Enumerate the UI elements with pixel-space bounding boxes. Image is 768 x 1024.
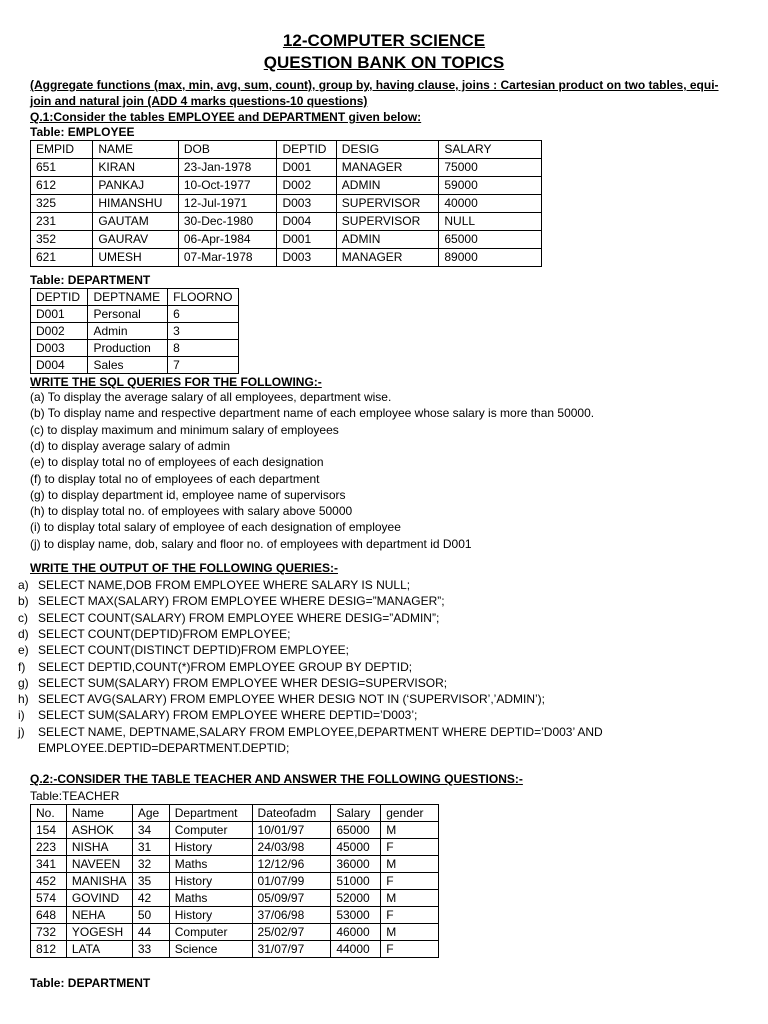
table-cell: Maths — [169, 890, 252, 907]
table-header-row — [31, 805, 439, 822]
table-row — [31, 357, 239, 374]
table-row — [31, 159, 542, 177]
department-table-2-caption: Table: DEPARTMENT — [30, 976, 151, 990]
table-cell: 51000 — [331, 873, 381, 890]
table-header-cell: SALARY — [439, 141, 542, 159]
employee-table-caption: Table: EMPLOYEE — [30, 125, 135, 139]
table-cell: 231 — [31, 213, 93, 231]
topics-line-1: (Aggregate functions (max, min, avg, sum, count), group by, having clause, joins : Cartesian product on two tables, equi- — [30, 78, 719, 92]
output-item-label: d) — [18, 626, 29, 641]
table-cell: F — [381, 907, 439, 924]
table-cell: SUPERVISOR — [336, 213, 439, 231]
table-cell: 44 — [132, 924, 169, 941]
table-row — [31, 941, 439, 958]
table-cell: ADMIN — [336, 231, 439, 249]
table-cell: History — [169, 873, 252, 890]
table-header-row — [31, 289, 239, 306]
output-item-label: c) — [18, 610, 28, 625]
table-cell: 3 — [168, 323, 239, 340]
table-header-cell: Dateofadm — [252, 805, 331, 822]
table-cell: 59000 — [439, 177, 542, 195]
table-cell: 325 — [31, 195, 93, 213]
sql-question-item: (d) to display average salary of admin — [30, 438, 231, 453]
table-cell: Sales — [88, 357, 168, 374]
output-item-label: i) — [18, 708, 25, 723]
table-cell: 12/12/96 — [252, 856, 331, 873]
table-cell: 10-Oct-1977 — [178, 177, 277, 195]
employee-table — [30, 140, 542, 267]
teacher-table — [30, 804, 439, 958]
table-header-cell: DEPTNAME — [88, 289, 168, 306]
table-cell: UMESH — [93, 249, 179, 267]
output-item-query: SELECT AVG(SALARY) FROM EMPLOYEE WHER DESIG NOT IN (‘SUPERVISOR’,’ADMIN’); — [38, 692, 545, 707]
table-cell: 341 — [31, 856, 67, 873]
q1-heading: Q.1:Consider the tables EMPLOYEE and DEPARTMENT given below: — [30, 110, 422, 124]
table-cell: 65000 — [331, 822, 381, 839]
table-row — [31, 340, 239, 357]
table-cell: 154 — [31, 822, 67, 839]
table-cell: NEHA — [66, 907, 132, 924]
table-cell: Admin — [88, 323, 168, 340]
table-header-cell: DOB — [178, 141, 277, 159]
output-item-label: f) — [18, 659, 26, 674]
table-cell: M — [381, 856, 439, 873]
table-row — [31, 306, 239, 323]
output-item-label: j) — [18, 724, 25, 739]
sql-question-item: (a) To display the average salary of all employees, department wise. — [30, 390, 392, 404]
table-cell: M — [381, 924, 439, 941]
table-cell: 7 — [168, 357, 239, 374]
table-cell: D003 — [31, 340, 88, 357]
table-row — [31, 213, 542, 231]
table-cell: 07-Mar-1978 — [178, 249, 277, 267]
table-cell: 812 — [31, 941, 67, 958]
table-cell: 621 — [31, 249, 93, 267]
output-item-label: a) — [18, 578, 29, 592]
table-cell: 25/02/97 — [252, 924, 331, 941]
table-cell: 223 — [31, 839, 67, 856]
output-item-query: SELECT COUNT(DISTINCT DEPTID)FROM EMPLOYEE; — [38, 643, 349, 658]
table-cell: D001 — [31, 306, 88, 323]
document-subtitle: QUESTION BANK ON TOPICS — [263, 53, 505, 72]
table-cell: F — [381, 839, 439, 856]
table-cell: 352 — [31, 231, 93, 249]
department-table-caption: Table: DEPARTMENT — [30, 273, 151, 287]
sql-question-item: (f) to display total no of employees of each department — [30, 471, 320, 486]
table-header-cell: Department — [169, 805, 252, 822]
table-header-cell: Salary — [331, 805, 381, 822]
output-item-query: SELECT DEPTID,COUNT(*)FROM EMPLOYEE GROUP BY DEPTID; — [38, 659, 413, 674]
table-cell: 612 — [31, 177, 93, 195]
output-heading: WRITE THE OUTPUT OF THE FOLLOWING QUERIES:- — [30, 561, 338, 575]
table-cell: HIMANSHU — [93, 195, 179, 213]
table-cell: 46000 — [331, 924, 381, 941]
output-item-query: SELECT COUNT(SALARY) FROM EMPLOYEE WHERE DESIG=”ADMIN”; — [38, 610, 440, 625]
table-cell: D001 — [277, 159, 336, 177]
sql-heading: WRITE THE SQL QUERIES FOR THE FOLLOWING:- — [30, 375, 322, 389]
table-cell: 36000 — [331, 856, 381, 873]
sql-question-item: (b) To display name and respective department name of each employee whose salary is more than 50000. — [30, 406, 595, 421]
teacher-table-caption: Table:TEACHER — [30, 789, 120, 803]
table-header-cell: NAME — [93, 141, 179, 159]
table-cell: GOVIND — [66, 890, 132, 907]
output-item-query: SELECT MAX(SALARY) FROM EMPLOYEE WHERE DESIG=”MANAGER”; — [38, 594, 445, 609]
table-cell: 12-Jul-1971 — [178, 195, 277, 213]
table-cell: GAUTAM — [93, 213, 179, 231]
table-cell: ADMIN — [336, 177, 439, 195]
table-row — [31, 323, 239, 340]
table-header-row — [31, 141, 542, 159]
table-cell: 01/07/99 — [252, 873, 331, 890]
table-cell: Maths — [169, 856, 252, 873]
table-header-cell: EMPID — [31, 141, 93, 159]
table-row — [31, 907, 439, 924]
table-cell: D003 — [277, 195, 336, 213]
table-cell: D001 — [277, 231, 336, 249]
table-header-cell: No. — [31, 805, 67, 822]
table-header-cell: DESIG — [336, 141, 439, 159]
table-header-cell: DEPTID — [277, 141, 336, 159]
table-cell: 37/06/98 — [252, 907, 331, 924]
table-cell: F — [381, 873, 439, 890]
output-item-query: SELECT NAME, DEPTNAME,SALARY FROM EMPLOYEE,DEPARTMENT WHERE DEPTID=’D003’ AND — [38, 724, 603, 739]
table-cell: 732 — [31, 924, 67, 941]
q2-heading: Q.2:-CONSIDER THE TABLE TEACHER AND ANSWER THE FOLLOWING QUESTIONS:- — [30, 772, 523, 786]
table-cell: NAVEEN — [66, 856, 132, 873]
table-row — [31, 822, 439, 839]
table-cell: 35 — [132, 873, 169, 890]
output-item-query: SELECT SUM(SALARY) FROM EMPLOYEE WHER DESIG=SUPERVISOR; — [38, 675, 448, 690]
table-cell: History — [169, 839, 252, 856]
table-cell: MANAGER — [336, 249, 439, 267]
document-title: 12-COMPUTER SCIENCE — [282, 31, 486, 50]
output-item-label: g) — [18, 675, 29, 690]
table-cell: YOGESH — [66, 924, 132, 941]
table-cell: 31 — [132, 839, 169, 856]
table-header-cell: DEPTID — [31, 289, 88, 306]
output-item-label: b) — [18, 594, 29, 609]
table-cell: 44000 — [331, 941, 381, 958]
table-cell: GAURAV — [93, 231, 179, 249]
table-cell: 32 — [132, 856, 169, 873]
sql-question-item: (i) to display total salary of employee of each designation of employee — [30, 520, 401, 535]
sql-question-item: (e) to display total no of employees of each designation — [30, 455, 324, 470]
sql-question-item: (h) to display total no. of employees with salary above 50000 — [30, 504, 353, 519]
table-header-cell: FLOORNO — [168, 289, 239, 306]
table-cell: Computer — [169, 924, 252, 941]
sql-question-item: (g) to display department id, employee name of supervisors — [30, 487, 346, 502]
table-cell: 50 — [132, 907, 169, 924]
table-row — [31, 195, 542, 213]
table-row — [31, 924, 439, 941]
table-cell: 10/01/97 — [252, 822, 331, 839]
table-row — [31, 856, 439, 873]
table-cell: 574 — [31, 890, 67, 907]
table-row — [31, 873, 439, 890]
table-cell: D004 — [277, 213, 336, 231]
table-cell: 40000 — [439, 195, 542, 213]
table-cell: 53000 — [331, 907, 381, 924]
sql-question-item: (j) to display name, dob, salary and floor no. of employees with department id D001 — [30, 536, 472, 551]
table-row — [31, 890, 439, 907]
table-cell: 42 — [132, 890, 169, 907]
table-cell: 6 — [168, 306, 239, 323]
table-cell: ASHOK — [66, 822, 132, 839]
table-row — [31, 231, 542, 249]
table-cell: D003 — [277, 249, 336, 267]
table-cell: History — [169, 907, 252, 924]
table-cell: NULL — [439, 213, 542, 231]
table-cell: 30-Dec-1980 — [178, 213, 277, 231]
table-cell: D002 — [277, 177, 336, 195]
sql-question-item: (c) to display maximum and minimum salary of employees — [30, 422, 339, 437]
table-row — [31, 839, 439, 856]
table-cell: SUPERVISOR — [336, 195, 439, 213]
output-item-query: SELECT NAME,DOB FROM EMPLOYEE WHERE SALARY IS NULL; — [38, 578, 411, 592]
table-cell: 52000 — [331, 890, 381, 907]
table-cell: D004 — [31, 357, 88, 374]
output-item-label: h) — [18, 692, 29, 707]
table-cell: 24/03/98 — [252, 839, 331, 856]
table-row — [31, 177, 542, 195]
table-cell: 8 — [168, 340, 239, 357]
table-cell: NISHA — [66, 839, 132, 856]
table-cell: 31/07/97 — [252, 941, 331, 958]
topics-line-2: join and natural join (ADD 4 marks questions-10 questions) — [30, 94, 368, 108]
table-cell: 65000 — [439, 231, 542, 249]
table-cell: LATA — [66, 941, 132, 958]
output-item-label: e) — [18, 643, 29, 658]
table-cell: 33 — [132, 941, 169, 958]
table-cell: KIRAN — [93, 159, 179, 177]
table-cell: Science — [169, 941, 252, 958]
table-header-cell: gender — [381, 805, 439, 822]
table-cell: 45000 — [331, 839, 381, 856]
table-cell: 23-Jan-1978 — [178, 159, 277, 177]
table-cell: D002 — [31, 323, 88, 340]
department-table — [30, 288, 239, 374]
table-cell: 452 — [31, 873, 67, 890]
table-cell: 651 — [31, 159, 93, 177]
table-cell: F — [381, 941, 439, 958]
output-item-query: SELECT SUM(SALARY) FROM EMPLOYEE WHERE DEPTID=’D003’; — [38, 708, 418, 723]
table-header-cell: Name — [66, 805, 132, 822]
table-cell: 648 — [31, 907, 67, 924]
table-cell: Personal — [88, 306, 168, 323]
table-cell: 89000 — [439, 249, 542, 267]
table-cell: PANKAJ — [93, 177, 179, 195]
table-cell: M — [381, 890, 439, 907]
table-row — [31, 249, 542, 267]
table-cell: 34 — [132, 822, 169, 839]
table-cell: MANISHA — [66, 873, 132, 890]
table-cell: Computer — [169, 822, 252, 839]
table-cell: 75000 — [439, 159, 542, 177]
table-cell: 06-Apr-1984 — [178, 231, 277, 249]
table-header-cell: Age — [132, 805, 169, 822]
table-cell: MANAGER — [336, 159, 439, 177]
table-cell: Production — [88, 340, 168, 357]
table-cell: M — [381, 822, 439, 839]
output-item-query: SELECT COUNT(DEPTID)FROM EMPLOYEE; — [38, 626, 291, 641]
output-j-continuation: EMPLOYEE.DEPTID=DEPARTMENT.DEPTID; — [38, 741, 290, 755]
table-cell: 05/09/97 — [252, 890, 331, 907]
